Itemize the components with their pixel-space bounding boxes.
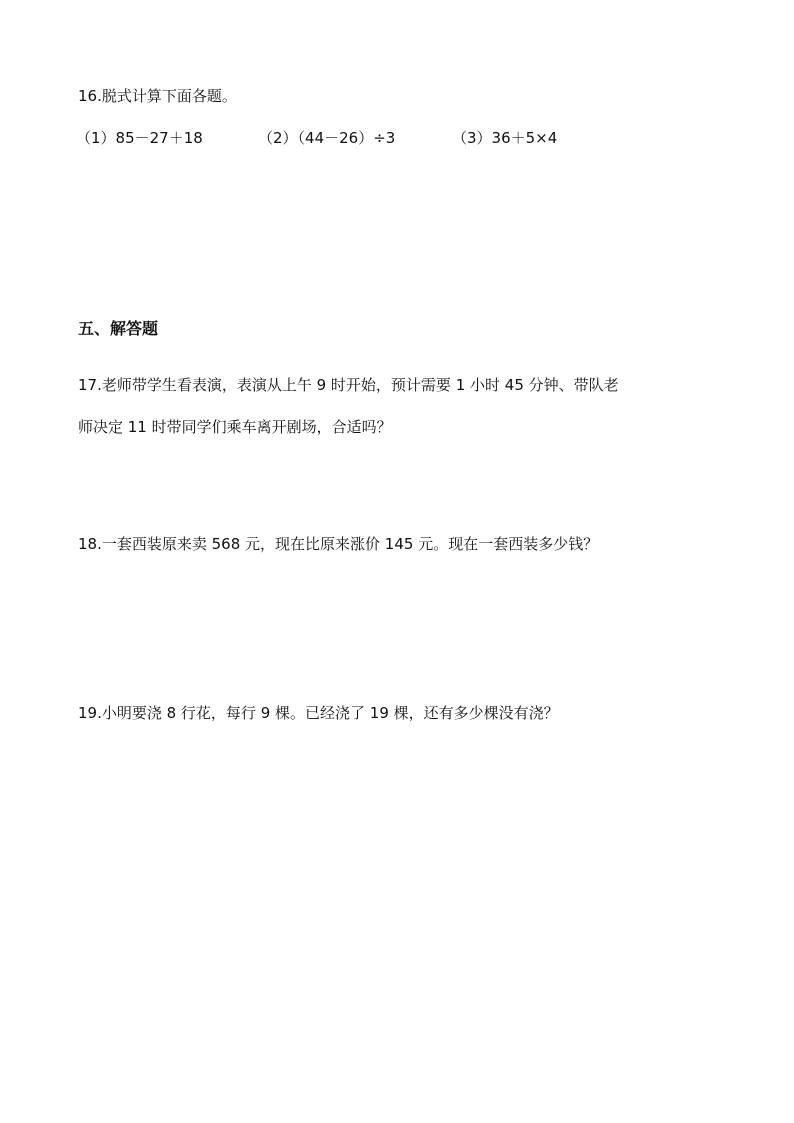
question-16-item-1: （1）85－27＋18 — [76, 129, 203, 147]
question-19: 19.小明要浇 8 行花，每行 9 棵。已经浇了 19 棵，还有多少棵没有浇？ — [78, 704, 559, 722]
question-16-item-3: （3）36＋5×4 — [452, 129, 558, 147]
question-17-line-1: 17.老师带学生看表演，表演从上午 9 时开始，预计需要 1 小时 45 分钟、带队老 — [78, 376, 619, 394]
section-heading-answer-questions: 五、解答题 — [78, 319, 159, 338]
question-16-items — [76, 127, 557, 149]
question-16-item-2: （2）（44－26）÷3 — [258, 129, 396, 147]
question-17-line-2: 师决定 11 时带同学们乘车离开剧场，合适吗？ — [78, 418, 392, 436]
question-18: 18.一套西装原来卖 568 元，现在比原来涨价 145 元。现在一套西装多少钱？ — [78, 535, 599, 553]
question-17 — [78, 364, 718, 448]
question-16-title: 16.脱式计算下面各题。 — [78, 87, 237, 105]
